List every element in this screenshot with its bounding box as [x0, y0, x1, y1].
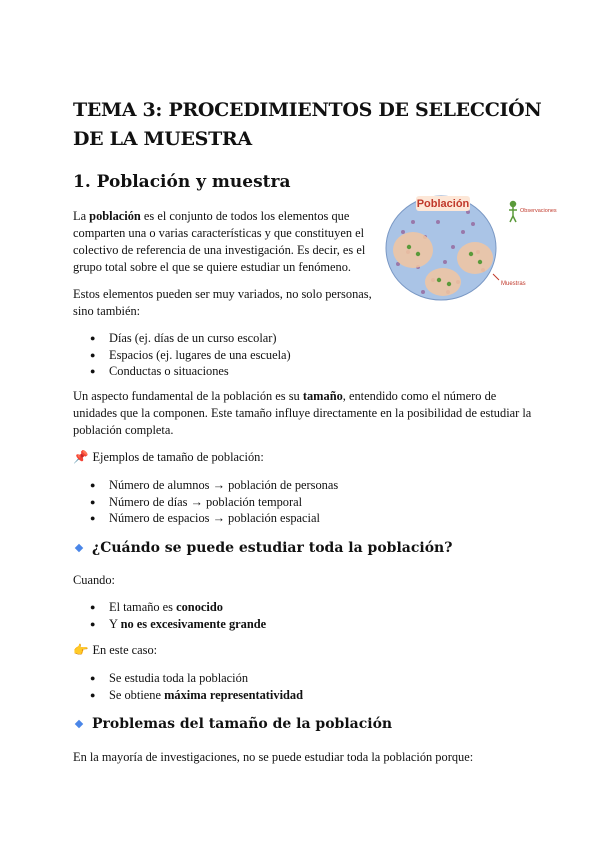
element-types-list: [90, 330, 291, 380]
conditions-list: [90, 599, 266, 632]
paragraph-en-este-caso: [73, 642, 157, 659]
list-item: ● Número de días → población temporal: [90, 494, 338, 511]
sample-circle-2: [425, 268, 461, 296]
list-item: [90, 687, 303, 704]
pointing-hand-icon: 👉: [73, 643, 89, 657]
document-title: TEMA 3: PROCEDIMIENTOS DE SELECCIÓN DE LA MUESTRA: [73, 99, 542, 150]
paragraph-elementos: Estos elementos pueden ser muy variados, no solo personas, sino también:: [73, 287, 372, 318]
sample-circle-1: [393, 232, 433, 268]
pushpin-icon: 📌: [73, 450, 89, 464]
list-item: ● Número de alumnos → población de personas: [90, 477, 338, 494]
list-item: ● Conductas o situaciones: [90, 363, 291, 380]
examples-label: [73, 449, 264, 466]
paragraph-cuando: Cuando:: [73, 573, 115, 587]
muestras-arrow: [493, 274, 499, 280]
section-heading-poblacion: 1. Población y muestra: [73, 172, 291, 192]
list-item: ● Espacios (ej. lugares de una escuela): [90, 347, 291, 364]
text-fragment: Y: [109, 616, 121, 631]
text-fragment: Se obtiene: [109, 687, 165, 702]
text-fragment: El tamaño es: [109, 600, 177, 614]
results-list: [90, 670, 303, 703]
list-item: ● Días (ej. días de un curso escolar): [90, 330, 291, 347]
list-item: ● Número de espacios → población espacial: [90, 510, 338, 527]
list-item: [90, 616, 266, 633]
heading-problemas: [73, 716, 392, 732]
text-fragment: es el conjunto de todos los elementos que comparten una o varias características y que constituyen el colectivo de referencia de una investigación. Es decir, es el grupo total sobre el que se quiere estudiar un fenómeno.: [73, 209, 366, 274]
sample-circle-3: [457, 242, 493, 274]
list-item: [90, 599, 266, 616]
text-fragment: Ejemplos de tamaño de población:: [92, 450, 264, 464]
text-fragment: La: [73, 209, 90, 223]
list-item: ● Se estudia toda la población: [90, 670, 303, 687]
blue-diamond-icon: [75, 720, 83, 728]
bold-term: población: [89, 209, 141, 223]
heading-cuando: [73, 540, 452, 556]
examples-list: [90, 477, 338, 527]
paragraph-tamano: [73, 388, 535, 439]
observaciones-label: Observaciones: [520, 208, 557, 214]
heading-text: ¿Cuándo se puede estudiar toda la población?: [92, 540, 453, 556]
poblacion-label: Población: [416, 198, 470, 210]
bold-term: no es excesivamente grande: [120, 616, 267, 631]
bold-term: máxima representatividad: [164, 687, 303, 702]
text-fragment: Un aspecto fundamental de la población es su: [73, 389, 303, 403]
observation-person-icon: [509, 202, 517, 223]
heading-text: Problemas del tamaño de la población: [92, 716, 393, 732]
paragraph-poblacion: [73, 208, 373, 276]
text-fragment: , entendido como el número de unidades que la componen. Este tamaño influye directamente en la posibilidad de estudiar la población completa.: [73, 389, 532, 437]
muestras-label: Muestras: [501, 281, 526, 287]
paragraph-problemas: En la mayoría de investigaciones, no se puede estudiar toda la población porque:: [73, 750, 474, 764]
bold-term: tamaño: [302, 389, 343, 403]
population-sample-illustration: [383, 192, 557, 304]
blue-diamond-icon: [75, 544, 83, 552]
bold-term: conocido: [176, 600, 223, 614]
text-fragment: En este caso:: [92, 643, 158, 657]
